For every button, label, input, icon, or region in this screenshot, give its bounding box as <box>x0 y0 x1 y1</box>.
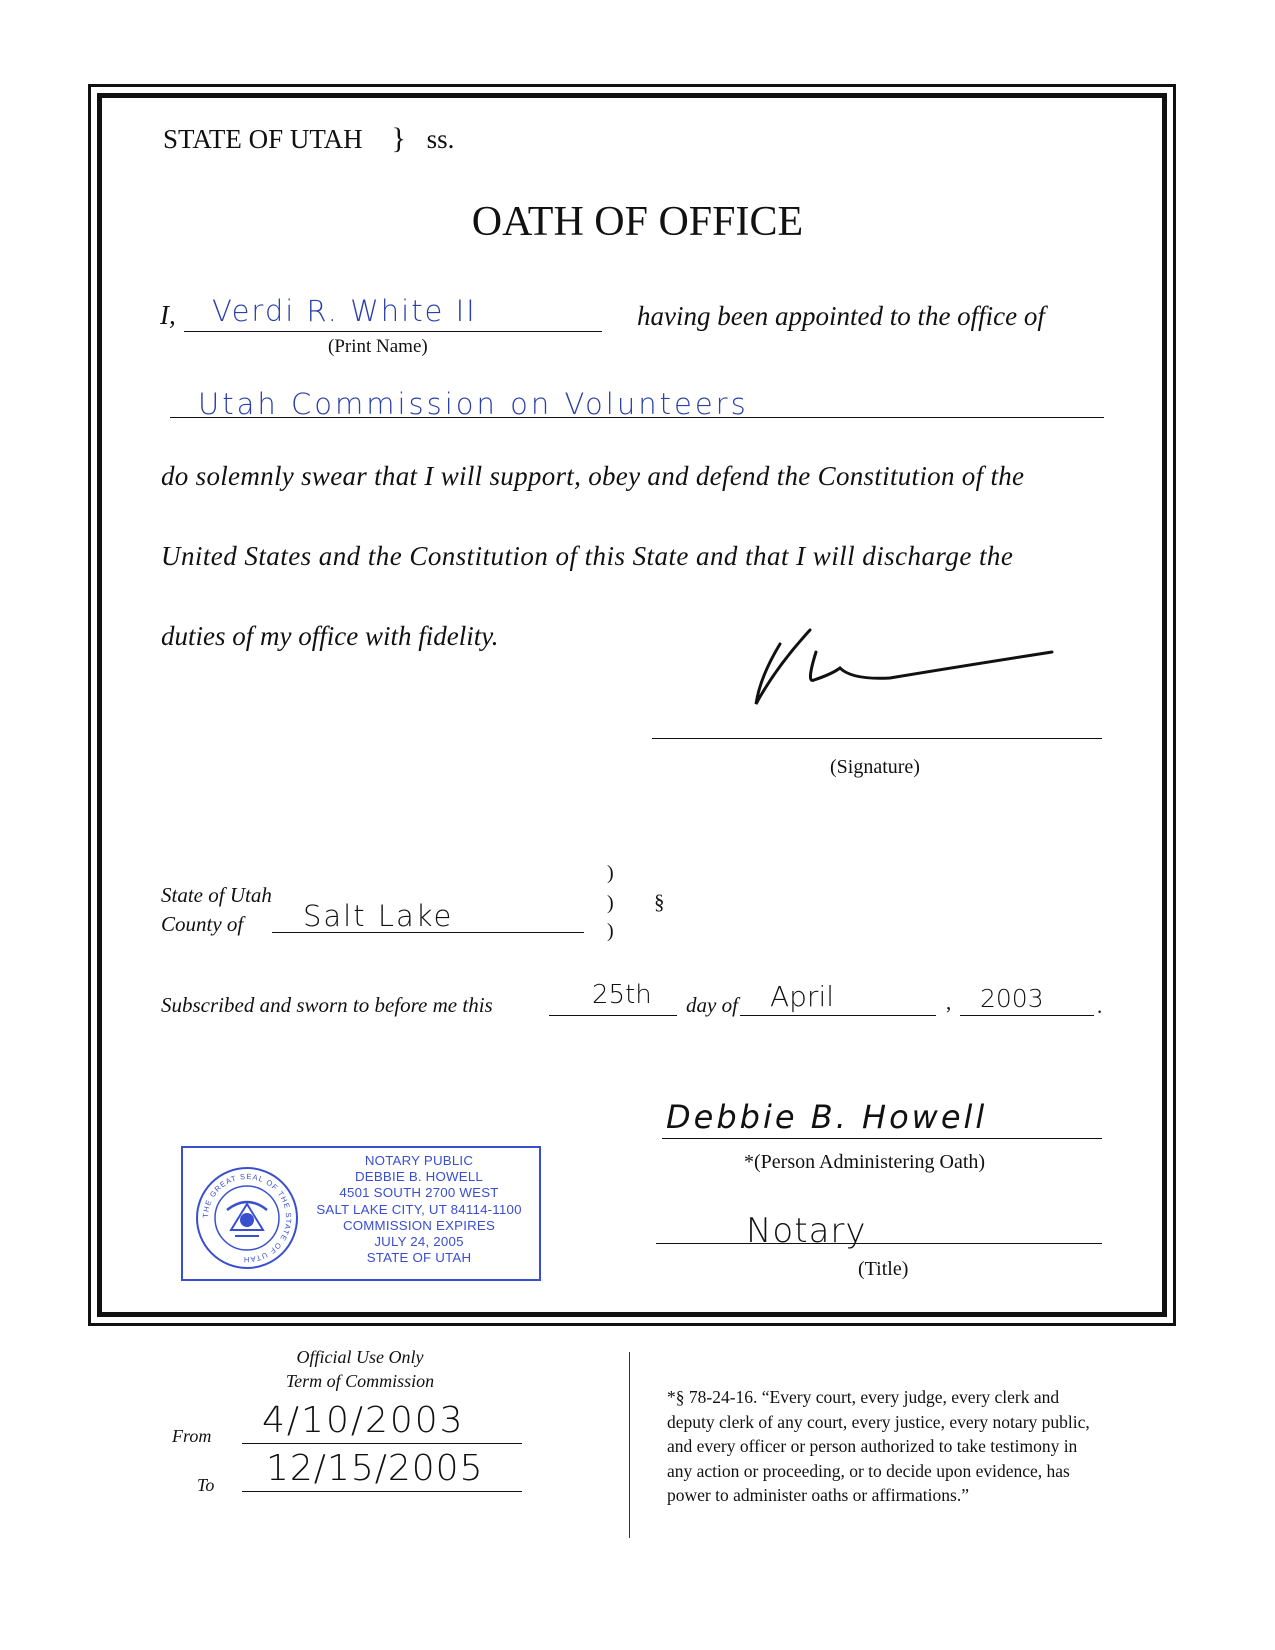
sworn-prefix: Subscribed and sworn to before me this <box>161 993 493 1017</box>
venue-county-label: County of <box>161 912 244 936</box>
county-value: Salt Lake <box>303 899 454 933</box>
stamp-line: NOTARY PUBLIC <box>364 1153 474 1168</box>
office-value: Utah Commission on Volunteers <box>198 387 749 421</box>
oath-line-2: United States and the Constitution of this State and that I will discharge the <box>161 541 1014 571</box>
signature-caption: (Signature) <box>830 756 920 778</box>
venue-state-label: State of Utah <box>161 883 272 907</box>
day-of-label: day of <box>686 993 738 1017</box>
state-seal-icon <box>195 1166 299 1270</box>
officer-signature <box>740 622 1060 712</box>
office-rule <box>170 417 1104 418</box>
day-value: 25th <box>592 980 652 1010</box>
administrator-title-value: Notary <box>746 1211 867 1251</box>
title-caption: (Title) <box>858 1258 909 1280</box>
day-rule <box>549 1015 677 1016</box>
ss-label: ss. <box>426 124 455 154</box>
appointed-text: having been appointed to the office of <box>637 301 1045 331</box>
to-label: To <box>197 1475 215 1495</box>
print-name-value: Verdi R. White II <box>212 294 477 328</box>
jurisdiction-line <box>163 122 454 156</box>
stamp-line: 4501 SOUTH 2700 WEST <box>339 1185 499 1201</box>
signature-rule <box>652 738 1102 739</box>
term-heading: Term of Commission <box>285 1371 435 1391</box>
footnote-line: any action or proceeding, or to decide upon evidence, has <box>667 1460 1070 1481</box>
administrator-rule <box>662 1138 1102 1139</box>
print-name-caption: (Print Name) <box>328 336 428 357</box>
stamp-line: SALT LAKE CITY, UT 84114-1100 <box>316 1201 522 1217</box>
period: . <box>1097 994 1103 1018</box>
section-symbol: § <box>654 890 665 914</box>
month-rule <box>740 1015 936 1016</box>
footnote-line: power to administer oaths or affirmations.” <box>667 1485 969 1505</box>
administrator-caption: *(Person Administering Oath) <box>744 1151 986 1173</box>
venue-paren-2: ) <box>607 892 614 914</box>
comma: , <box>946 990 952 1014</box>
from-rule <box>242 1443 522 1444</box>
title-rule <box>656 1243 1102 1244</box>
svg-text:THE GREAT SEAL OF THE STATE OF: THE GREAT SEAL OF THE STATE OF UTAH <box>200 1171 294 1265</box>
footnote-line: and every officer or person authorized to take testimony in <box>667 1436 1078 1456</box>
stamp-line: JULY 24, 2005 <box>374 1234 464 1250</box>
county-rule <box>272 932 584 933</box>
stamp-line: STATE OF UTAH <box>366 1250 472 1266</box>
jurisdiction-label: STATE OF UTAH <box>163 124 363 154</box>
from-label: From <box>172 1426 212 1446</box>
print-name-rule <box>184 331 602 332</box>
month-value: April <box>770 980 834 1013</box>
brace-symbol: } <box>391 122 406 155</box>
oath-line-3: duties of my office with fidelity. <box>161 621 499 651</box>
footer-divider <box>629 1352 630 1538</box>
from-value: 4/10/2003 <box>262 1400 465 1441</box>
oath-intro: I, <box>160 300 176 330</box>
stamp-line: COMMISSION EXPIRES <box>342 1217 496 1233</box>
footnote-line: deputy clerk of any court, every justice, every notary public, <box>667 1411 1090 1432</box>
footnote-line: *§ 78-24-16. “Every court, every judge, every clerk and <box>667 1387 1060 1407</box>
oath-line-1: do solemnly swear that I will support, obey and defend the Constitution of the <box>161 461 1025 491</box>
stamp-text-block <box>301 1153 537 1266</box>
to-value: 12/15/2005 <box>266 1448 484 1489</box>
venue-paren-1: ) <box>607 862 614 884</box>
venue-paren-3: ) <box>607 920 614 942</box>
page-title: OATH OF OFFICE <box>471 199 804 245</box>
year-rule <box>960 1015 1094 1016</box>
official-use-heading: Official Use Only <box>296 1347 424 1367</box>
notary-stamp <box>181 1146 541 1281</box>
stamp-line: DEBBIE B. HOWELL <box>354 1169 484 1185</box>
administrator-signature: Debbie B. Howell <box>666 1098 988 1136</box>
statute-footnote <box>667 1385 1090 1508</box>
year-value: 2003 <box>980 984 1044 1013</box>
to-rule <box>242 1491 522 1492</box>
